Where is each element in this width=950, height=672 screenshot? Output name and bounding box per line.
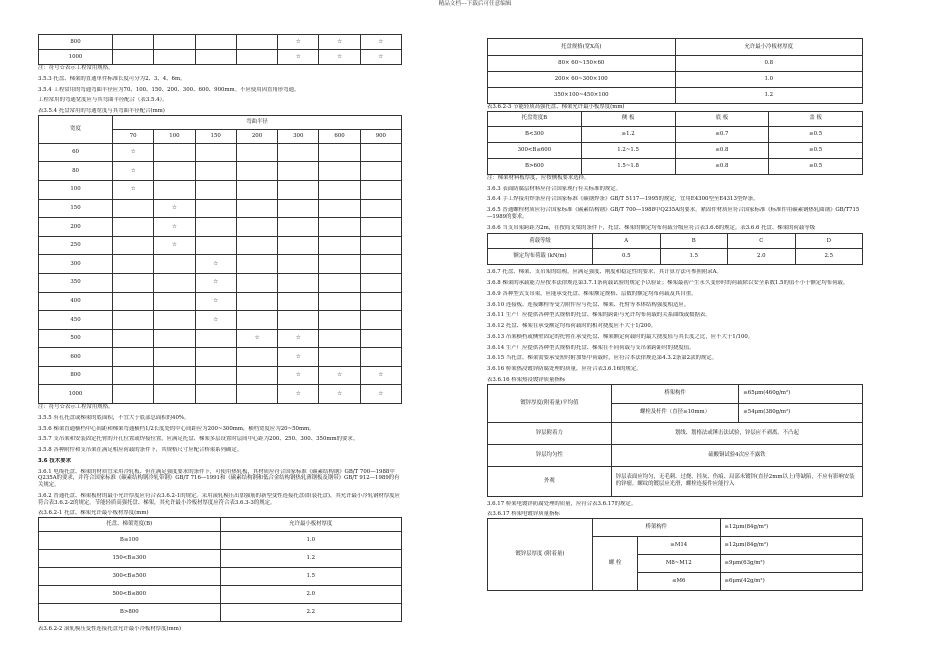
table-cell	[154, 385, 195, 404]
table-cell	[113, 311, 154, 330]
table-cell: ≥9μm(63g/m²)	[720, 555, 863, 573]
table-cell: 100	[39, 180, 113, 199]
column-header: 允许最小冷板材厚度	[675, 39, 863, 56]
column-header: 托盘、梯架宽度(B)	[39, 518, 221, 532]
table-cell	[278, 236, 319, 255]
table-cell	[236, 366, 277, 385]
table-cell: 锌层均匀性	[488, 444, 612, 466]
table-cell: 200	[39, 218, 113, 237]
table-cell: 500	[39, 329, 113, 348]
table-cell: 锌层附着力	[488, 422, 612, 444]
table-cell: ≥6μm(42g/m²)	[720, 573, 863, 591]
paragraph-3-6-16: 3.6.16 桥架热浸镀锌防腐处理的质量，应符合表3.6.16的规定。	[487, 366, 642, 372]
table-cell	[113, 50, 154, 65]
table-cell: ☆	[154, 236, 195, 255]
table-row	[39, 568, 402, 586]
column-header: 荷载等级	[488, 234, 593, 249]
table-row	[39, 311, 402, 330]
table-cell	[278, 255, 319, 274]
table-cell	[236, 218, 277, 237]
table-row	[488, 88, 863, 104]
column-header: 托盘规格(宽X高)	[488, 39, 676, 56]
table-row	[39, 550, 402, 568]
table-cell: 500<B≤800	[39, 586, 221, 604]
table-cell: ≥1.2	[581, 126, 675, 142]
note: 注：符号☆表示工程常用规格。	[38, 404, 114, 411]
table-3-6-17	[487, 518, 863, 591]
table-cell	[195, 162, 236, 181]
table-caption: 表3.5.4 托盘常用的弯通宽度与其弯曲半径配合(mm)	[38, 108, 165, 114]
page-header: 精品文档---下载后可任意编辑	[438, 1, 512, 7]
table-cell	[236, 292, 277, 311]
table-cell: 250	[39, 236, 113, 255]
table-cell: ≤M6	[638, 573, 721, 591]
table-cell	[154, 50, 195, 65]
column-header-radius-value: 300	[278, 129, 319, 143]
table-cell	[278, 292, 319, 311]
table-cell: ☆	[154, 218, 195, 237]
table-row	[39, 143, 402, 162]
table-cell	[113, 385, 154, 404]
column-header: 允许最小板材厚度	[220, 518, 402, 532]
table-cell: ≥54μm(380g/m²)	[739, 403, 863, 422]
paragraph-3-6-4: 3.6.4 手工焊接用焊条应符合国家标准《碳钢焊条》GB/T 5117—1995的规定，宜用E4300型至E4313型焊条。	[487, 196, 759, 203]
table-cell: 桥架构件	[593, 519, 721, 537]
table-3-6-16	[487, 384, 863, 497]
table-cell: ☆	[278, 329, 319, 348]
column-header-radius-value: 600	[319, 129, 360, 143]
table-cell: 400	[39, 292, 113, 311]
table-cell	[236, 236, 277, 255]
table-cell	[236, 162, 277, 181]
table-row	[39, 35, 402, 50]
right-column	[487, 38, 863, 591]
table-cell	[154, 348, 195, 367]
table-caption: 表3.6.2-2 滚轧模压变性连接托盘允许最小冷板材厚度(mm)	[38, 626, 181, 633]
table-cell	[236, 311, 277, 330]
table-cell	[195, 180, 236, 199]
paragraph-3-6-17: 3.6.17 桥架电镀锌防腐处理的质量，应符合表3.6.17的规定。	[487, 500, 637, 507]
column-header: 盖 板	[769, 111, 863, 126]
table-cell	[236, 199, 277, 218]
table-cell: ☆	[319, 50, 360, 65]
table-cell	[195, 199, 236, 218]
table-cell: ≥0.5	[769, 126, 863, 142]
table-cell: ☆	[195, 273, 236, 292]
table-cell: ☆	[195, 292, 236, 311]
table-row	[488, 142, 863, 158]
table-cell	[154, 366, 195, 385]
table-cell	[154, 292, 195, 311]
table-cell	[236, 143, 277, 162]
table-caption: 表3.6.17 桥架电镀锌质量指标	[487, 511, 560, 518]
column-header: D	[795, 234, 863, 249]
table-cell: ☆	[195, 311, 236, 330]
table-cell	[113, 218, 154, 237]
paragraph-3-6-9: 3.6.9 各种型式支吊架，应能承受托盘、梯架额定规格、层数的额定均布荷载及其自重。	[487, 290, 697, 297]
table-cell	[360, 273, 401, 292]
table-row	[39, 218, 402, 237]
table-cell: B>800	[39, 604, 221, 622]
table-cell	[236, 255, 277, 274]
table-caption: 表3.6.16 桥架热浸镀锌质量指标	[487, 376, 566, 383]
table-cell	[195, 385, 236, 404]
table-cell	[278, 143, 319, 162]
table-cell: ≥0.5	[769, 158, 863, 174]
table-caption: 表3.6.2-1 托盘、梯架允许最小板材厚度(mm)	[38, 510, 149, 517]
paragraph-3-5-4-cont: 工程常用的弯通宽度应与其弯曲半径配合（表3.5.4）。	[38, 97, 168, 104]
table-cell: 200× 60~300×100	[488, 72, 676, 88]
table-cell: 1.0	[220, 532, 402, 550]
table-3-6-2-3	[487, 111, 863, 175]
table-row	[488, 56, 863, 72]
table-cell	[319, 199, 360, 218]
table-cell: 锌层表面应均匀，无毛刺、过烧、挂灰、伤痕、局部未镀锌(直径2mm以上)等缺陷，不应有影响安装的锌瘤。螺纹的镀层应光滑，螺栓连接件应能拧入	[611, 466, 862, 496]
table-cell	[236, 348, 277, 367]
paragraph-3-5-3: 3.5.3 托盘、梯架的直通单件标准长度可分为2、3、4、6m。	[38, 75, 186, 82]
note: 注：梯架材料板厚度，应按侧板要求选择。	[487, 174, 590, 181]
table-cell	[154, 35, 195, 50]
table-row	[39, 162, 402, 181]
table-cell: 0.8	[675, 56, 863, 72]
paragraph-3-6-7: 3.6.7 托盘、梯架、支吊架的结构，应满足强度、刚度和稳定性的要求，其计算方法可参照附录A。	[487, 269, 722, 276]
table-cell	[236, 180, 277, 199]
table-cell	[319, 329, 360, 348]
table-cell	[236, 35, 277, 50]
left-column	[38, 34, 402, 633]
table-row	[39, 292, 402, 311]
column-header-radius-value: 150	[195, 129, 236, 143]
table-cell: ≥65μm(460g/m²)	[739, 384, 863, 403]
table-3-5-4	[38, 115, 402, 404]
table-cell	[319, 162, 360, 181]
table-cell	[278, 180, 319, 199]
note: 注：符号☆表示工程常用规格。	[38, 65, 114, 71]
table-cell	[154, 329, 195, 348]
table-cell: 350	[39, 273, 113, 292]
table-cell: 300	[39, 255, 113, 274]
table-cell	[360, 236, 401, 255]
table-cell: ☆	[113, 162, 154, 181]
column-header-radius-value: 100	[154, 129, 195, 143]
table-cell: 额定均布荷载 (kN/m)	[488, 249, 593, 265]
table-row	[39, 586, 402, 604]
table-cell: 1000	[39, 50, 113, 65]
table-cell: 300<B≤600	[488, 142, 582, 158]
column-header-radius-value: 70	[113, 129, 154, 143]
table-cell: 螺 栓	[593, 537, 638, 591]
table-cell: 划线、划格法或锤击法试验，锌层应不剥离、不凸起	[611, 422, 862, 444]
table-cell	[154, 162, 195, 181]
table-row	[39, 199, 402, 218]
table-cell: 硫酸铜试验4次应不露铁	[611, 444, 862, 466]
table-cell: 1000	[39, 385, 113, 404]
table-cell: 1.2~1.5	[581, 142, 675, 158]
table-cell: ☆	[278, 35, 319, 50]
section-heading: 3.6 技术要求	[38, 457, 71, 464]
table-cell	[360, 218, 401, 237]
table-cell: 1.2	[675, 88, 863, 104]
table-cell	[154, 273, 195, 292]
table-cell: 800	[39, 35, 113, 50]
table-cell: 外观	[488, 466, 612, 496]
table-cell	[113, 236, 154, 255]
table-cell: ☆	[360, 366, 401, 385]
table-cell	[360, 311, 401, 330]
table-cell	[195, 50, 236, 65]
table-cell: ☆	[360, 35, 401, 50]
table-cell: 镀锌层厚度 (附着量)	[488, 519, 593, 591]
paragraph-3-6-3: 3.6.3 表面防腐层材料应符合国家现行有关标准的规定。	[487, 185, 622, 192]
paragraph-3-6-15: 3.6.15 当托盘、梯架需要承受短时附加集中荷载时，应符合本法律规范第4.3.2条第2款的规定。	[487, 355, 718, 362]
column-header: 侧 板	[581, 111, 675, 126]
table-row	[39, 50, 402, 65]
table-cell	[360, 348, 401, 367]
table-cell	[360, 292, 401, 311]
table-cell	[360, 162, 401, 181]
table-cell	[113, 273, 154, 292]
table-row	[39, 236, 402, 255]
table-caption: 表3.6.2-3 节能轻质高强托盘、梯架允许最小板厚度(mm)	[487, 104, 625, 110]
table-cell: 2.0	[728, 249, 796, 265]
column-header: 底 板	[675, 111, 769, 126]
table-cell: 60	[39, 143, 113, 162]
column-header-radius-value: 200	[236, 129, 277, 143]
table-cell	[360, 199, 401, 218]
paragraph-3-6-2: 3.6.2 普通托盘、梯架板材的最小允许厚度应符合表3.6.2-1的规定。采用滚轧模压出加强筋的新型变性连接托盘(组装托盘)，其允许最小冷轧钢材厚度应符合表3.6.2-2的规定。节能轻质高强托盘、梯架，其允许最小冷板材厚度应符合表3.6.3-3的规定。	[38, 492, 401, 506]
table-cell: 800	[39, 366, 113, 385]
table-cell: ≥0.5	[769, 142, 863, 158]
table-cell: 1.2	[220, 550, 402, 568]
table-cell	[113, 348, 154, 367]
table-cell: 350×100~450×100	[488, 88, 676, 104]
table-cell: ≥0.8	[675, 158, 769, 174]
table-cell: 1.5	[220, 568, 402, 586]
table-cell	[195, 218, 236, 237]
table-cell: ☆	[319, 366, 360, 385]
table-cell: ☆	[360, 50, 401, 65]
table-cell: ≥12μm(84g/m²)	[720, 519, 863, 537]
table-cell: B>600	[488, 158, 582, 174]
paragraph-3-6-10: 3.6.10 连接板、连接螺栓等受力附件应与托盘、梯架、托臂等本体结构强度相适应。	[487, 301, 690, 308]
table-cell	[154, 143, 195, 162]
table-cell: ≥0.8	[675, 142, 769, 158]
paragraph-3-5-4: 3.5.4 工程常用的弯通弯曲半径应为70、100、150、200、300、600、900mm。不应使用因直角形弯通。	[38, 86, 300, 93]
table-row	[39, 255, 402, 274]
table-cell: 2.0	[220, 586, 402, 604]
table-row	[39, 385, 402, 404]
table-cell	[113, 366, 154, 385]
table-cell	[319, 143, 360, 162]
table-cell	[319, 180, 360, 199]
table-row	[39, 180, 402, 199]
column-header: A	[593, 234, 661, 249]
table-cell	[195, 329, 236, 348]
table-cell: 1.5~1.8	[581, 158, 675, 174]
table-cell: ☆	[360, 385, 401, 404]
paragraph-3-5-5: 3.5.5 有孔托盘或梯架的底面积，不宜大于底部总面积的40%。	[38, 414, 190, 421]
table-cell: M8~M12	[638, 555, 721, 573]
paragraph-3-6-11: 3.6.11 生产厂应提供各种型式规格的托盘、梯架的跨距与允许均布荷载的关系曲线或数据表。	[487, 312, 711, 319]
table-cell: 1.0	[675, 72, 863, 88]
paragraph-3-6-14: 3.6.14 生产厂应提供各种型式规格的托盘、梯架在不同荷载与支吊架跨距时的挠度值。	[487, 344, 695, 351]
paragraph-3-5-8: 3.5.8 各种附件和支吊架在满足相应荷载的条件下，其规格尺寸应配合桥架系列确定。	[38, 447, 243, 454]
table-cell	[236, 273, 277, 292]
table-cell	[195, 366, 236, 385]
table-cell	[360, 329, 401, 348]
table-cell	[278, 199, 319, 218]
table-row	[39, 366, 402, 385]
paragraph-3-6-1: 3.6.1 电缆托盘、梯架的材质宜采用冷轧板、但在满足强度要求的条件下，可使用热轧板，其材质应符合国家标准《碳素结构钢》GB/T 700—1988中Q235A的要求，并符合国家标准《碳素结构钢冷轧带钢》GB/T 716—1991和《碳素结构钢和低合金结构钢热轧薄钢板及钢带》GB/T 912—1989的有关规定。	[38, 468, 400, 489]
table-cell	[113, 35, 154, 50]
table-cell	[154, 180, 195, 199]
table-3-6-2-2	[487, 38, 863, 104]
paragraph-3-6-12: 3.6.12 托盘、梯架在承受额定均布荷载时的相对挠度应不大于1/200。	[487, 323, 657, 329]
table-cell: 450	[39, 311, 113, 330]
table-cell: ☆	[154, 199, 195, 218]
table-row	[39, 604, 402, 622]
table-row	[488, 126, 863, 142]
table-row	[488, 158, 863, 174]
column-header-radius-value: 900	[360, 129, 401, 143]
table-cell: ≥M14	[638, 537, 721, 555]
table-cell: ☆	[319, 35, 360, 50]
table-cell	[319, 273, 360, 292]
table-cell	[236, 50, 277, 65]
table-cell	[113, 329, 154, 348]
paragraph-3-5-7: 3.5.7 支吊架和安装固定托臂的开孔位置或焊接位置，应满足托盘、梯架多层设置时层间中心距为200、250、300、350mm的要求。	[38, 436, 359, 443]
table-cell: B<300	[488, 126, 582, 142]
table-cell: 80	[39, 162, 113, 181]
table-cell	[278, 273, 319, 292]
table-cell: ☆	[319, 385, 360, 404]
table-cell: ☆	[195, 255, 236, 274]
table-cell: 0.5	[593, 249, 661, 265]
table-cell: 桥架构件	[611, 384, 739, 403]
paragraph-3-6-8: 3.6.8 梯架的承载能力应按本法律规范第3.7.1条荷载试验的规定予以验证；梯架最初产生永久变形时的荷载除以安全系数1.5的值不小于额定均布荷载。	[487, 280, 849, 286]
table-cell	[360, 143, 401, 162]
table-cell: B≤100	[39, 532, 221, 550]
column-header: B	[660, 234, 728, 249]
paragraph-3-5-6: 3.5.6 梯架直通横档中心间距和梯架弯通横档1/2长度处的中心间距应为200~300mm，横档宽度应为20~50mm。	[38, 425, 315, 432]
table-cell: 2.2	[220, 604, 402, 622]
table-row	[39, 329, 402, 348]
table-cell	[319, 218, 360, 237]
table-cell	[154, 255, 195, 274]
table-cell	[319, 236, 360, 255]
table-cell: ☆	[113, 180, 154, 199]
table-cell: 螺栓及杆件（直径≥10mm）	[611, 403, 739, 422]
table-cell	[236, 385, 277, 404]
table-cell: 150	[39, 199, 113, 218]
table-cell	[319, 292, 360, 311]
table-cell: ☆	[278, 348, 319, 367]
table-cell	[113, 292, 154, 311]
table-row	[39, 532, 402, 550]
table-cell	[319, 348, 360, 367]
table-cell	[319, 311, 360, 330]
table-cell	[113, 255, 154, 274]
table-cell: 1.5	[660, 249, 728, 265]
table-cell	[154, 311, 195, 330]
table-cell: 镀锌厚度(附着量)平均值	[488, 384, 612, 422]
table-cell	[113, 199, 154, 218]
table-cell	[278, 218, 319, 237]
table-row	[39, 273, 402, 292]
table-cell: ☆	[278, 366, 319, 385]
column-header-width: 宽度	[39, 115, 113, 143]
table-cell: ≥12μm(84g/m²)	[720, 537, 863, 555]
table-cell: 80× 60~150×60	[488, 56, 676, 72]
column-header: C	[728, 234, 796, 249]
table-cell	[360, 180, 401, 199]
table-row	[488, 249, 863, 265]
table-cell	[195, 236, 236, 255]
table-cell: ☆	[236, 329, 277, 348]
table-cell	[195, 143, 236, 162]
column-header-radius: 弯曲半径	[113, 115, 402, 129]
table-cell: ☆	[278, 50, 319, 65]
table-354-continued	[38, 34, 402, 65]
table-cell	[195, 348, 236, 367]
table-cell: ☆	[278, 385, 319, 404]
table-3-6-6	[487, 233, 863, 265]
paragraph-3-6-5: 3.6.5 普通螺栓材质应符合国家标准《碳素结构钢》GB/T 700—1988中Q235A的要求。紧固件材质应符合国家标准《标准件用碳素钢热轧圆钢》GB/T715—1989的要求。	[487, 207, 860, 220]
table-cell: 150<B≤300	[39, 550, 221, 568]
column-header: 托盘宽度B	[488, 111, 582, 126]
table-cell: ☆	[113, 143, 154, 162]
table-cell	[278, 311, 319, 330]
table-cell	[195, 35, 236, 50]
table-cell	[319, 255, 360, 274]
table-3-6-2-1	[38, 517, 402, 622]
table-cell	[360, 255, 401, 274]
table-cell	[278, 162, 319, 181]
table-cell: 300<B≤500	[39, 568, 221, 586]
table-row	[39, 348, 402, 367]
paragraph-3-6-13: 3.6.13 吊架横档或侧壁固定的托臂在承受托盘、梯架额定荷载时的最大挠度值与其长度之比，应不大于1/100。	[487, 333, 754, 340]
table-row	[488, 72, 863, 88]
table-cell: 600	[39, 348, 113, 367]
table-cell: ≥0.7	[675, 126, 769, 142]
table-cell: 2.5	[795, 249, 863, 265]
paragraph-3-6-6: 3.6.6 当支吊架跨距为2m，在按简支梁的条件下，托盘、梯架的额定均布荷载分级应符合表3.6.6的规定。表3.6.6 托盘、梯架的荷载等级	[487, 224, 816, 231]
